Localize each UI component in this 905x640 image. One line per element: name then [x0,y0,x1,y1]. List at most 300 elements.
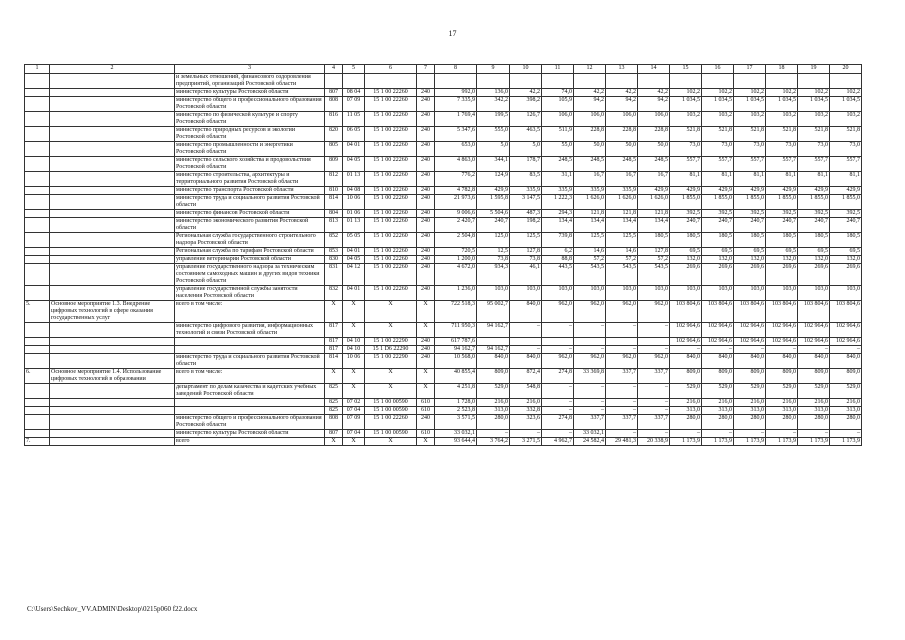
table-cell: 94 162,7 [477,323,510,338]
table-cell: 1 173,9 [670,438,702,446]
table-cell: 934,3 [477,264,510,286]
table-cell: 825 [325,407,343,415]
table-cell [50,172,175,187]
table-cell [25,127,50,142]
table-cell: 228,8 [606,127,638,142]
table-cell: 4 672,0 [435,264,477,286]
table-cell: 134,4 [606,218,638,233]
table-cell: 1 728,0 [435,399,477,407]
table-cell: 103,0 [798,286,830,301]
table-cell [670,74,702,89]
table-cell: 543,5 [606,264,638,286]
table-cell: 15 1 00 22260 [365,172,417,187]
table-cell: 344,1 [477,157,510,172]
table-cell: 269,6 [702,264,734,286]
table-cell: 392,5 [766,210,798,218]
table-cell: 337,7 [574,415,606,430]
table-cell: 240 [417,157,435,172]
table-cell: 342,2 [477,97,510,112]
table-cell: 1 034,5 [670,97,702,112]
table-cell: 557,7 [830,157,862,172]
table-cell: 180,5 [702,233,734,248]
table-cell: 103 804,6 [798,301,830,323]
table-cell: 180,5 [734,233,766,248]
table-cell [50,430,175,438]
table-cell: 15 1 00 22260 [365,256,417,264]
table-cell: 240 [417,338,435,346]
table-cell: 15 1 00 22260 [365,142,417,157]
table-cell: 15 1 00 00590 [365,407,417,415]
table-cell: 132,0 [670,256,702,264]
table-cell: Основное мероприятие 1.3. Внедрение цифровых технологий в сфере оказания государственных услуг [50,301,175,323]
table-cell: – [542,384,574,399]
table-cell: 16,7 [574,172,606,187]
table-cell: Региональная служба по тарифам Ростовской области [175,248,325,256]
table-cell: 20 338,9 [638,438,670,446]
table-cell: – [542,346,574,354]
column-header: 5 [343,65,365,74]
column-header: 12 [574,65,606,74]
table-cell: 216,0 [477,399,510,407]
table-cell: 50,0 [606,142,638,157]
table-cell: – [574,399,606,407]
table-cell: 125,5 [510,233,542,248]
table-cell: 443,5 [542,264,574,286]
table-cell: 817 [325,346,343,354]
table-cell: 81,1 [798,172,830,187]
table-cell: 228,8 [638,127,670,142]
table-cell: X [417,301,435,323]
table-cell: 610 [417,399,435,407]
table-cell [25,142,50,157]
table-cell: 240,7 [670,218,702,233]
table-cell: 106,0 [574,112,606,127]
table-cell: 46,1 [510,264,542,286]
table-cell: 1 034,5 [766,97,798,112]
table-cell: 125,0 [477,233,510,248]
table-cell: 429,9 [766,187,798,195]
table-cell: 04 05 [343,157,365,172]
table-cell: 816 [325,112,343,127]
table-cell: 1 034,5 [830,97,862,112]
table-cell [50,142,175,157]
table-cell: 69,5 [830,248,862,256]
table-cell: 216,0 [670,399,702,407]
table-cell: министерство труда и социального развития Ростовской области [175,195,325,210]
table-cell [510,74,542,89]
table-cell: 809,0 [798,369,830,384]
table-cell: 1 236,0 [435,286,477,301]
table-cell: 1 173,9 [734,438,766,446]
table-row [25,142,862,157]
table-cell: 50,0 [574,142,606,157]
table-cell: 240 [417,218,435,233]
column-header: 19 [798,65,830,74]
table-cell: – [542,407,574,415]
table-cell: – [638,323,670,338]
table-row [25,127,862,142]
table-cell: 521,8 [702,127,734,142]
table-cell: 07 09 [343,415,365,430]
table-cell: 07 04 [343,430,365,438]
table-cell: 81,1 [734,172,766,187]
table-cell: 07 09 [343,97,365,112]
table-cell: 1 626,0 [638,195,670,210]
table-cell: 521,8 [670,127,702,142]
table-cell: – [798,430,830,438]
table-cell: 103,0 [574,286,606,301]
table-cell [175,399,325,407]
table-cell: 216,0 [734,399,766,407]
table-cell: 323,6 [510,415,542,430]
table-cell: – [542,399,574,407]
table-cell: 132,0 [830,256,862,264]
table-cell: 15 1 00 22260 [365,97,417,112]
table-cell [50,338,175,346]
table-cell: 529,0 [734,384,766,399]
table-cell [50,415,175,430]
table-cell: 103,0 [734,286,766,301]
table-cell: 69,5 [734,248,766,256]
table-cell: 124,9 [477,172,510,187]
table-cell: 57,2 [606,256,638,264]
table-cell: – [606,430,638,438]
table-cell [477,338,510,346]
table-cell [50,187,175,195]
table-cell [25,210,50,218]
table-cell: 962,0 [542,354,574,369]
table-cell [25,112,50,127]
table-row [25,172,862,187]
table-cell: 280,0 [766,415,798,430]
table-cell: 1 173,9 [798,438,830,446]
table-cell: 57,2 [574,256,606,264]
table-cell: 121,8 [638,210,670,218]
table-cell: 240 [417,248,435,256]
table-cell: 57,2 [638,256,670,264]
table-cell [25,187,50,195]
column-header: 16 [702,65,734,74]
table-cell [50,323,175,338]
table-cell [25,89,50,97]
table-cell: – [606,384,638,399]
column-header: 9 [477,65,510,74]
table-cell: 07 04 [343,407,365,415]
table-cell: 511,9 [542,127,574,142]
table-cell: 962,0 [574,354,606,369]
table-cell: 820 [325,127,343,142]
table-cell: 1 173,9 [830,438,862,446]
table-cell: 103,2 [830,112,862,127]
table-cell: 555,0 [477,127,510,142]
table-cell: 15 1 00 22260 [365,210,417,218]
table-cell: 103 804,6 [830,301,862,323]
column-header: 2 [50,65,175,74]
table-cell [798,74,830,89]
table-cell: 840,0 [510,354,542,369]
table-cell [606,74,638,89]
table-cell: министерство природных ресурсов и экологии Ростовской области [175,127,325,142]
table-cell: 132,0 [766,256,798,264]
table-cell: 6,2 [542,248,574,256]
table-cell: 830 [325,256,343,264]
table-cell: X [365,301,417,323]
table-cell: министерство промышленности и энергетики Ростовской области [175,142,325,157]
table-cell: 240 [417,233,435,248]
table-cell [50,218,175,233]
table-cell: 4 782,8 [435,187,477,195]
table-cell [734,74,766,89]
table-cell: 840,0 [734,354,766,369]
table-cell: 2 523,8 [435,407,477,415]
table-cell [175,407,325,415]
table-cell: 15 1 00 22260 [365,112,417,127]
table-cell [25,338,50,346]
table-cell: 10 568,0 [435,354,477,369]
table-cell: управление ветеринарии Ростовской области [175,256,325,264]
table-cell [766,74,798,89]
table-cell: 810 [325,187,343,195]
table-cell: 240 [417,346,435,354]
table-body [25,65,862,446]
table-cell: 240 [417,195,435,210]
table-row [25,407,862,415]
table-cell: 103 804,6 [670,301,702,323]
table-cell: 127,8 [638,248,670,256]
table-cell: – [606,346,638,354]
table-cell [574,338,606,346]
table-cell: 199,5 [477,112,510,127]
table-cell: 73,0 [734,142,766,157]
table-cell: 962,0 [606,301,638,323]
table-cell [25,264,50,286]
table-cell [50,256,175,264]
table-cell: 216,0 [702,399,734,407]
table-cell: 106,0 [542,112,574,127]
table-cell: 14,6 [606,248,638,256]
table-cell [25,256,50,264]
table-cell: 825 [325,384,343,399]
table-cell: 529,0 [702,384,734,399]
table-cell: 04 12 [343,264,365,286]
table-cell: 1 200,0 [435,256,477,264]
table-cell: 15 1 00 22260 [365,127,417,142]
table-cell: 809,0 [734,369,766,384]
table-cell: 102 964,6 [766,323,798,338]
table-cell: 103,2 [670,112,702,127]
table-cell [50,264,175,286]
table-cell: 127,8 [510,248,542,256]
table-cell: 398,2 [510,97,542,112]
table-cell: 809,0 [766,369,798,384]
table-row [25,248,862,256]
table-cell: 04 01 [343,142,365,157]
table-cell: 240 [417,264,435,286]
table-cell: – [477,430,510,438]
table-cell [638,74,670,89]
table-cell: 08 04 [343,89,365,97]
table-cell: 1 173,9 [702,438,734,446]
table-cell: X [417,323,435,338]
table-cell: 14,6 [574,248,606,256]
table-cell: 15 1 00 00590 [365,399,417,407]
table-row [25,157,862,172]
table-cell: 15 1 00 22260 [365,415,417,430]
table-cell: X [325,438,343,446]
table-cell: 103,0 [606,286,638,301]
table-cell: 5 504,6 [477,210,510,218]
table-cell: 73,0 [798,142,830,157]
table-cell: 103 804,6 [734,301,766,323]
table-cell: 74,0 [542,89,574,97]
table-cell: 3 271,5 [510,438,542,446]
table-cell [175,346,325,354]
column-header: 7 [417,65,435,74]
table-cell: 840,0 [798,354,830,369]
table-cell: 1 595,8 [477,195,510,210]
column-header: 6 [365,65,417,74]
table-cell: 15 1 00 22260 [365,248,417,256]
page-number: 17 [448,29,457,38]
table-cell: 216,0 [830,399,862,407]
table-cell: 01 13 [343,172,365,187]
table-cell: 103 804,6 [702,301,734,323]
table-cell: управление государственного надзора за техническим состоянием самоходных машин и других видов техники Ростовской области [175,264,325,286]
table-cell: 94,2 [638,97,670,112]
table-cell [435,74,477,89]
table-cell: 95 002,7 [477,301,510,323]
table-cell: X [365,323,417,338]
table-cell: – [734,430,766,438]
table-cell: 521,8 [766,127,798,142]
table-cell: 134,4 [542,218,574,233]
table-cell: 04 01 [343,286,365,301]
table-cell [830,74,862,89]
table-cell: 392,5 [702,210,734,218]
table-cell: 280,0 [477,415,510,430]
table-cell [510,338,542,346]
table-cell: 274,8 [542,415,574,430]
table-cell [638,338,670,346]
table-cell [542,74,574,89]
table-cell [50,157,175,172]
table-cell: 103,0 [766,286,798,301]
table-cell: 817 [325,323,343,338]
column-header: 20 [830,65,862,74]
table-cell: 392,5 [798,210,830,218]
table-cell: 805 [325,142,343,157]
table-row [25,346,862,354]
table-cell: 103,2 [766,112,798,127]
table-cell: 722 518,3 [435,301,477,323]
table-cell: 4 251,8 [435,384,477,399]
table-cell: 102 964,6 [702,323,734,338]
table-cell: 102 964,6 [830,338,862,346]
table-row [25,399,862,407]
table-cell [50,286,175,301]
table-cell: 102 964,6 [702,338,734,346]
column-header: 3 [175,65,325,74]
table-cell: 42,2 [510,89,542,97]
table-cell: 103 804,6 [766,301,798,323]
table-cell: X [343,384,365,399]
table-cell: 313,0 [734,407,766,415]
table-cell [25,248,50,256]
table-cell [477,74,510,89]
table-cell: 15 1 00 22260 [365,264,417,286]
table-cell: 73,8 [510,256,542,264]
table-cell: 73,0 [830,142,862,157]
table-cell: 15 1 00 22260 [365,157,417,172]
table-cell: 1 034,5 [734,97,766,112]
table-row [25,369,862,384]
table-cell: 711 950,3 [435,323,477,338]
table-cell: 429,9 [638,187,670,195]
table-row [25,430,862,438]
table-cell: 240,7 [830,218,862,233]
table-cell: 04 05 [343,256,365,264]
table-cell: 07 02 [343,399,365,407]
table-cell: X [343,323,365,338]
table-cell: 240,7 [702,218,734,233]
table-cell: – [638,407,670,415]
table-cell [574,74,606,89]
table-cell: X [365,384,417,399]
table-cell: 962,0 [638,301,670,323]
table-cell: 392,5 [670,210,702,218]
table-cell: 280,0 [702,415,734,430]
table-cell: 180,5 [670,233,702,248]
table-cell: 240 [417,97,435,112]
table-row [25,384,862,399]
table-cell: 7 335,9 [435,97,477,112]
table-row [25,97,862,112]
table-cell: 81,1 [830,172,862,187]
table-cell: – [702,430,734,438]
table-cell: 429,9 [477,187,510,195]
table-cell: 1 855,0 [766,195,798,210]
table-cell: 73,8 [477,256,510,264]
table-cell: 814 [325,195,343,210]
table-cell: – [638,399,670,407]
table-cell: 337,7 [638,369,670,384]
table-cell: 42,2 [606,89,638,97]
table-cell: 1 626,0 [574,195,606,210]
table-cell [25,286,50,301]
table-cell: 180,5 [766,233,798,248]
table-cell: 5,0 [510,142,542,157]
table-cell: 15 1 00 22290 [365,338,417,346]
table-cell: 4 863,0 [435,157,477,172]
table-cell: 809 [325,157,343,172]
table-cell: 962,0 [574,301,606,323]
table-cell [50,407,175,415]
table-cell: 10 06 [343,354,365,369]
table-cell: 548,8 [510,384,542,399]
table-cell: 739,8 [542,233,574,248]
table-cell [25,218,50,233]
table-cell: 269,6 [766,264,798,286]
table-cell: 01 13 [343,218,365,233]
table-cell: министерство общего и профессионального образования Ростовской области [175,415,325,430]
table-cell: 809,0 [477,369,510,384]
table-cell: 429,9 [734,187,766,195]
table-cell: X [365,369,417,384]
table-cell: – [670,430,702,438]
table-cell: 1 034,5 [798,97,830,112]
table-cell: 337,7 [638,415,670,430]
table-row [25,323,862,338]
